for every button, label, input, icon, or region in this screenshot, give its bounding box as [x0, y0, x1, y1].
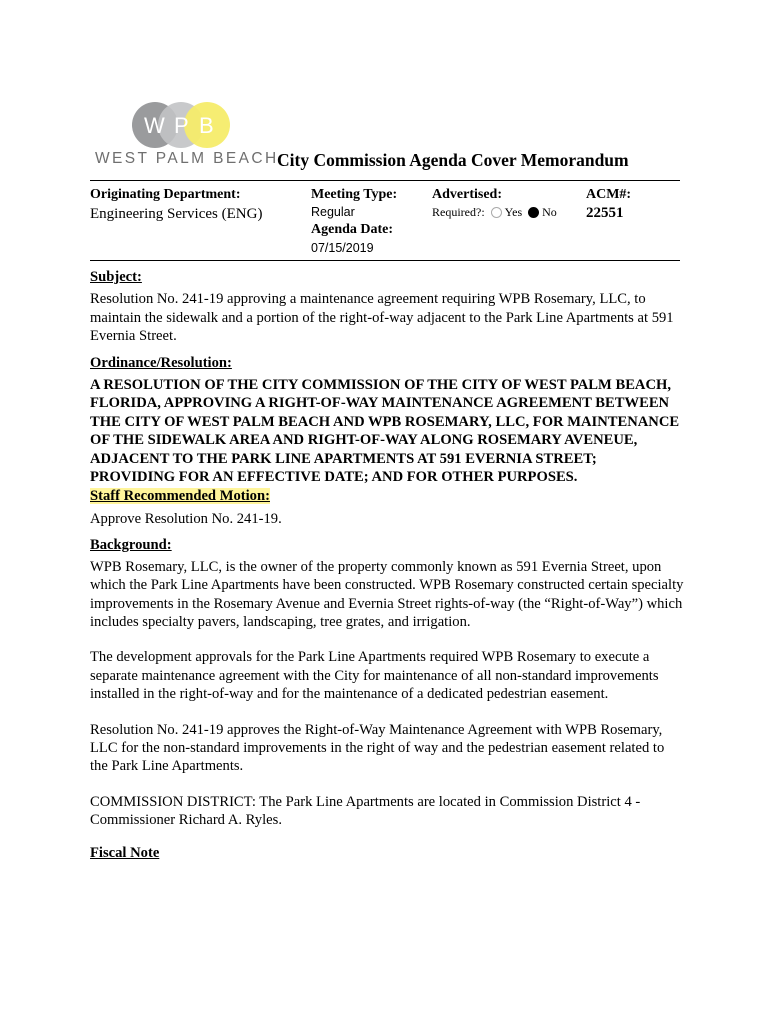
header-bottom-rule	[90, 260, 680, 261]
required-label: Required?:	[432, 205, 485, 219]
originating-department-value: Engineering Services (ENG)	[90, 206, 263, 222]
logo-text: WEST PALM BEACH	[95, 150, 279, 167]
subject-heading: Subject:	[90, 269, 142, 285]
required-no-label: No	[542, 205, 557, 219]
required-yes-radio[interactable]	[491, 207, 502, 218]
meeting-type-value: Regular	[311, 205, 355, 219]
advertised-label: Advertised:	[432, 187, 502, 202]
originating-department-label: Originating Department:	[90, 187, 241, 202]
header-top-rule	[90, 180, 680, 181]
background-paragraph-2: The development approvals for the Park Line Apartments required WPB Rosemary to execute a separate maintenance agreement with the City for maintenance of all non-standard improvements installed in the right-of-way and for the maintenance of a dedicated pedestrian easement.	[90, 649, 659, 703]
agenda-date-label: Agenda Date:	[311, 222, 394, 237]
background-heading: Background:	[90, 537, 172, 554]
background-paragraph-1: WPB Rosemary, LLC, is the owner of the property commonly known as 591 Evernia Street, upon which the Park Line Apartments have been constructed. WPB Rosemary constructed certain specialty improvements in the Rosemary Avenue and Evernia Street rights-of-way (the “Right-of-Way”) which includes specialty pavers, landscaping, tree grates, and irrigation.	[90, 558, 684, 630]
logo-circles-icon	[131, 100, 251, 150]
svg-text:P: P	[174, 113, 189, 138]
motion-heading: Staff Recommended Motion:	[90, 488, 270, 505]
background-paragraph-3: Resolution No. 241-19 approves the Right-of-Way Maintenance Agreement with WPB Rosemary, LLC for the non-standard improvements in the right of way and the pedestrian easement related to the Park Line Apartments.	[90, 721, 665, 775]
acm-label: ACM#:	[586, 187, 632, 202]
svg-text:B: B	[199, 113, 214, 138]
background-paragraph-4: COMMISSION DISTRICT: The Park Line Apartments are located in Commission District 4 - Commissioner Richard A. Ryles.	[90, 793, 641, 829]
motion-text: Approve Resolution No. 241-19.	[90, 510, 282, 527]
svg-text:W: W	[144, 113, 165, 138]
ordinance-text: A RESOLUTION OF THE CITY COMMISSION OF THE CITY OF WEST PALM BEACH, FLORIDA, APPROVING A RIGHT-OF-WAY MAINTENANCE AGREEMENT BETWEEN THE CITY OF WEST PALM BEACH AND WPB ROSEMARY, LLC, FOR MAINTENANCE OF THE SIDEWALK AREA AND RIGHT-OF-WAY ALONG ROSEMARY AVENEUE, ADJACENT TO THE PARK LINE APARTMENTS AT 591 EVERNIA STREET; PROVIDING FOR AN EFFECTIVE DATE; AND FOR OTHER PURPOSES.	[90, 377, 680, 486]
required-yes-label: Yes	[504, 205, 523, 219]
required-radio-group	[432, 205, 557, 220]
meeting-type-label: Meeting Type:	[311, 187, 398, 202]
acm-value: 22551	[586, 205, 624, 221]
fiscal-note-heading: Fiscal Note	[90, 844, 160, 861]
memo-body	[90, 268, 685, 862]
city-logo	[95, 100, 279, 172]
ordinance-heading: Ordinance/Resolution:	[90, 354, 232, 371]
subject-text: Resolution No. 241-19 approving a maintenance agreement requiring WPB Rosemary, LLC, to maintain the sidewalk and a portion of the right-of-way adjacent to the Park Line Apartments at 591 Evernia Street.	[90, 291, 674, 345]
page-title: City Commission Agenda Cover Memorandum	[277, 150, 629, 170]
agenda-date-value: 07/15/2019	[311, 241, 374, 255]
required-no-radio[interactable]	[528, 207, 539, 218]
